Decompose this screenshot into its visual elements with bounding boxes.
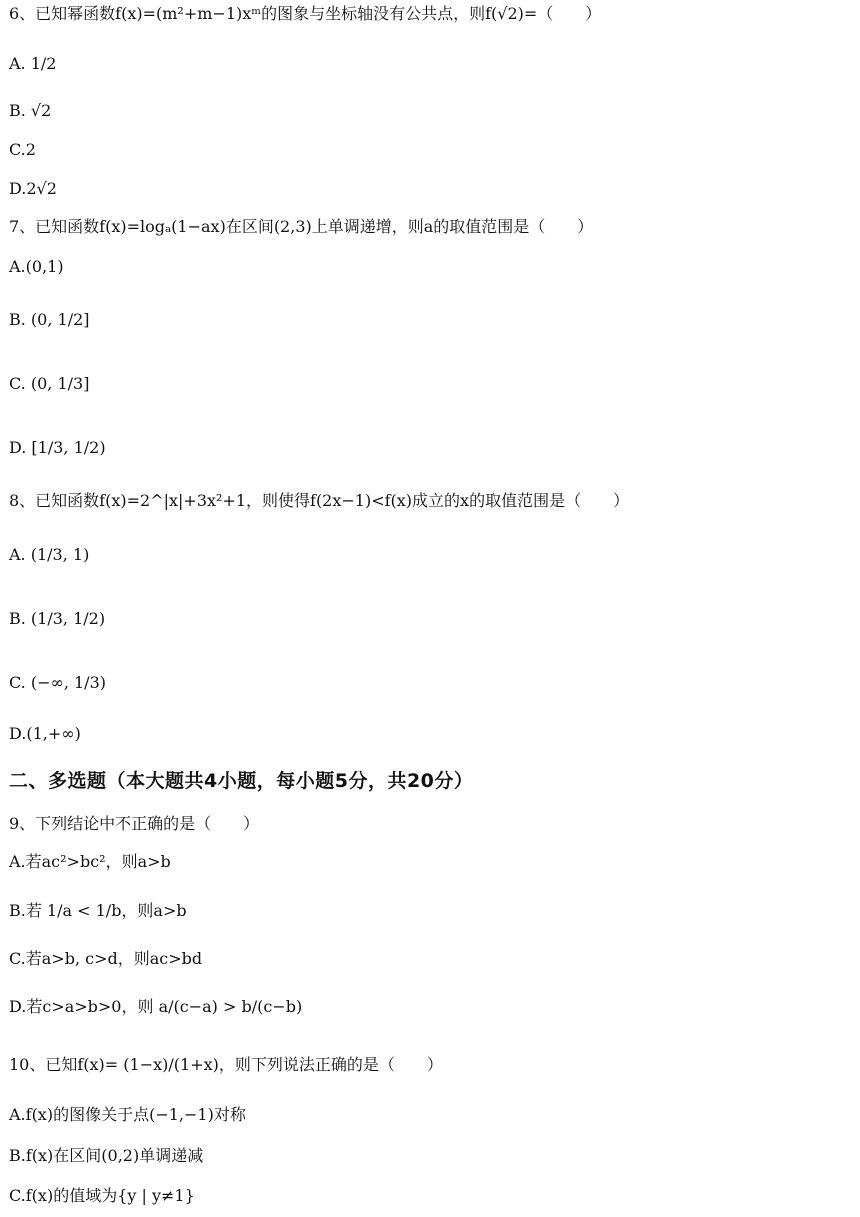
question-7-option-c: C. (0, 1/3] (9, 374, 90, 393)
question-6-option-b: B. √2 (9, 101, 52, 120)
question-9-option-d: D.若c>a>b>0，则 a/(c−a) > b/(c−b) (9, 997, 303, 1016)
question-9-option-c: C.若a>b, c>d，则ac>bd (9, 949, 203, 968)
question-8-option-b: B. (1/3, 1/2) (9, 609, 106, 628)
question-8-option-a: A. (1/3, 1) (9, 545, 90, 564)
question-9-option-b: B.若 1/a < 1/b，则a>b (9, 901, 187, 920)
question-10-stem: 10、已知f(x)= (1−x)/(1+x)，则下列说法正确的是（ ） (9, 1055, 443, 1074)
question-7-option-a: A.(0,1) (9, 257, 64, 276)
question-7-option-d: D. [1/3, 1/2) (9, 438, 106, 457)
question-6-option-d: D.2√2 (9, 179, 57, 198)
question-6-option-c: C.2 (9, 140, 36, 159)
question-10-option-b: B.f(x)在区间(0,2)单调递减 (9, 1146, 204, 1165)
question-6-option-a: A. 1/2 (9, 54, 57, 73)
question-8-option-c: C. (−∞, 1/3) (9, 673, 106, 692)
question-10-option-a: A.f(x)的图像关于点(−1,−1)对称 (9, 1105, 246, 1124)
question-10-option-c: C.f(x)的值域为{y | y≠1} (9, 1186, 195, 1205)
question-7-stem: 7、已知函数f(x)=logₐ(1−ax)在区间(2,3)上单调递增，则a的取值范围是（ ） (9, 217, 594, 236)
question-7-option-b: B. (0, 1/2] (9, 310, 90, 329)
question-9-option-a: A.若ac²>bc²，则a>b (9, 852, 171, 871)
question-8-stem: 8、已知函数f(x)=2^|x|+3x²+1，则使得f(2x−1)<f(x)成立的x的取值范围是（ ） (9, 491, 630, 510)
section-title-multiple-choice: 二、多选题（本大题共4小题，每小题5分，共20分） (9, 770, 474, 792)
question-9-stem: 9、下列结论中不正确的是（ ） (9, 814, 260, 833)
question-6-stem: 6、已知幂函数f(x)=(m²+m−1)xᵐ的图象与坐标轴没有公共点，则f(√2)=（ ） (9, 4, 602, 23)
question-8-option-d: D.(1,+∞) (9, 724, 81, 743)
